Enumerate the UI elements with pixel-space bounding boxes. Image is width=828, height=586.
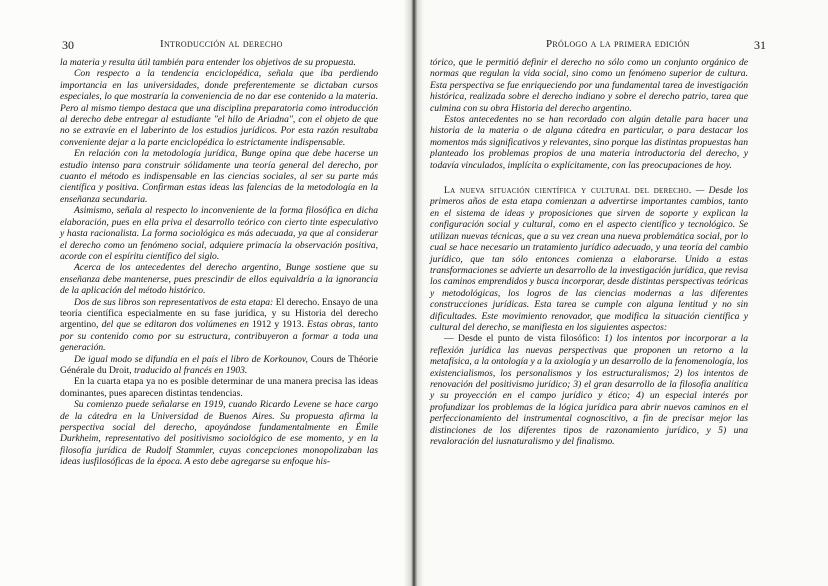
left-page [0,0,412,586]
page-number: 31 [754,38,766,52]
paragraph: Estos antecedentes no se han recordado con algún detalle para hacer una historia de la materia o de alguna cátedra en particular, o para destacar los momentos más significativos y relevantes, sino porque las distintas propuestas han planteado los problemas propios de una materia introductoria del derecho, y todavía vinculados, implícita o explícitamente, con las preocupaciones de hoy. [430,114,748,171]
section-paragraph [430,185,748,333]
paragraph: En relación con la metodología jurídica, Bunge opina que debe hacerse un estudio intenso para construir sólidamente una teoría general del derecho, por cuanto el método es indispensable en las ciencias sociales, al ser su parte más científica y positiva. Confirman estas ideas las falencias de la metodología en la enseñanza secundaria. [60,148,378,205]
paragraph: Asimismo, señala al respecto lo inconveniente de la forma filosófica en dicha elaboración, pues en ella priva el desarrollo teórico con cierto tinte especulativo y hasta racionalista. La forma sociológica es más adecuada, ya que al considerar el derecho como un fenómeno social, adquiere primacía la observación positiva, acorde con el espíritu científico del siglo. [60,205,378,262]
text-span: Dos de sus libros son representativos de esta etapa: [74,296,274,308]
paragraph: Su comienzo puede señalarse en 1919, cuando Ricardo Levene se hace cargo de la cátedra en la Universidad de Buenos Aires. Su propuesta afirma la perspectiva social del derecho, apoyándose fundamentalmente en Émile Durkheim, representativo del positivismo sociológico de ese momento, y en la filosofía jurídica de Rudolf Stammler, cuyas concepciones monopolizaban las ideas iusfilosóficas de la época. A esto debe agregarse su enfoque his- [60,399,378,468]
section-title: La nueva situación científica y cultural del derecho. [444,185,692,197]
right-body-text [430,57,748,447]
page-number: 30 [62,38,74,52]
running-head: Introducción al derecho [160,38,283,50]
running-head: Prólogo a la primera edición [546,38,690,50]
text-span: 1) los intentos por incorporar a la reflexión jurídica las nuevas perspectivas que proponen un retorno a la metafísica, a la ontología y a la axiología y un desarrollo de la fenomenología, los existencialismos, los personalismos y los estructuralismos; 2) los intentos de renovación del positivismo jurídico; 3) el gran desarrollo de la filosofía analítica y su proyección en el campo jurídico y ético; 4) un especial interés por profundizar los problemas de la lógica jurídica para abrir nuevos caminos en el perfeccionamiento del instrumental cognoscitivo, a fin de precisar mejor las distinciones de los diferentes tipos de razonamiento jurídico, y 5) una revaloración del iusnaturalismo y del finalismo. [430,333,748,447]
text-span: 1912 y 1913. [252,319,304,331]
paragraph: Acerca de los antecedentes del derecho argentino, Bunge sostiene que su enseñanza debe mantenerse, pues prescindir de ellos equivaldría a la ignorancia de la aplicación del método histórico. [60,262,378,297]
paragraph: En la cuarta etapa ya no es posible determinar de una manera precisa las ideas dominantes, pues aparecen distintas tendencias. [60,376,378,399]
text-span: De igual modo se difundía en el país el libro de Korkounov, [74,353,311,365]
paragraph [60,354,378,377]
paragraph: tórico, que le permitió definir el derecho no sólo como un conjunto orgánico de normas que regulan la vida social, sino como un fenómeno superior de cultura. Esta perspectiva se fue enriqueciendo por una fundamental tarea de investigación histórica, realizada sobre el derecho indiano y sobre el derecho patrio, tarea que culmina con su obra Historia del derecho argentino. [430,57,748,114]
paragraph [430,333,748,447]
paragraph: la materia y resulta útil también para entender los objetivos de su propuesta. [60,57,356,68]
right-page [414,0,828,586]
text-span: Estas obras, tanto por su contenido como por su estructura, contribuyeron a formar a toda una generación. [60,319,378,354]
left-body-text [60,57,378,468]
text-span: El derecho. Ensayo de una teoría científica especialmente en su fase jurídica, y su Historia del derecho argentino, [60,296,378,331]
text-span: del que se editaron dos volúmenes en [101,319,253,331]
paragraph: Con respecto a la tendencia enciclopédica, señala que iba perdiendo importancia en las universidades, donde preferentemente se dictaban cursos especiales, lo que mostraría la conveniencia de no dar ese contenido a la materia. Pero al mismo tiempo destaca que una disciplina preparatoria como introducción al derecho debe entregar al estudiante "el hilo de Ariadna", con el objeto de que no se extravíe en el laberinto de los estudios jurídicos. Por esta razón resultaba conveniente dejar a la parte enciclopédica lo estrictamente indispensable. [60,68,378,148]
text-span: — Desde el punto de vista filosófico: [444,333,600,345]
book-gutter [404,0,424,586]
paragraph [60,297,378,354]
text-span: traducido al francés en 1903. [131,364,248,376]
text-span: Cours de Théorie Générale du Droit, [60,353,378,376]
text-span: — Desde los primeros años de esta etapa comienzan a advertirse importantes cambios, tanto en el sistema de ideas y proposiciones que sirven de soporte y explican la configuración social y cultural, como en el aspecto científico y tecnológico. Se utilizan nuevas técnicas, que a su vez crean una nueva problemática social, por lo cual se hace necesario un tratamiento jurídico adecuado, y una teoría del cambio jurídico, que tan sólo entonces comienza a elaborarse. Unido a estas transformaciones se advierte un desarrollo de la investigación jurídica, que revisa los caminos emprendidos y busca incorporar, desde distintas perspectivas teóricas y metodológicas, los logros de las ciencias modernas a las diferentes construcciones jurídicas. Esta tarea se cumple con alguna lentitud y no sin dificultades. Este movimiento renovador, que modifica la situación científica y cultural del derecho, se manifiesta en los siguientes aspectos: [430,185,749,333]
